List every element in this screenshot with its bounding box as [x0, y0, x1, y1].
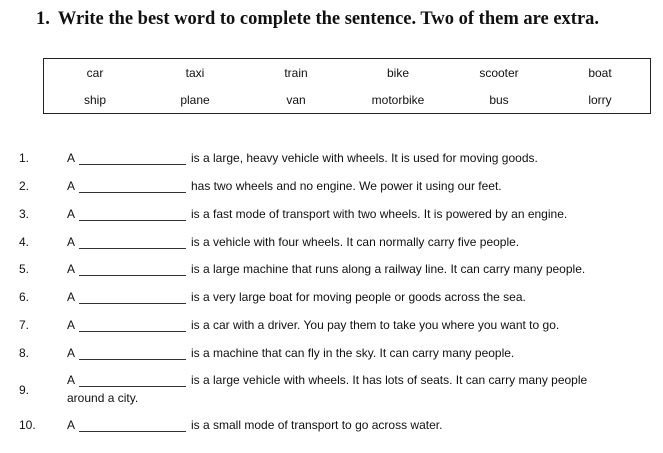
- question-text: is a large machine that runs along a railway line. It can carry many people.: [191, 262, 586, 276]
- question-number: 10.: [19, 418, 36, 432]
- exercise-title: [36, 9, 599, 30]
- question-7: [0, 318, 663, 338]
- answer-blank[interactable]: [79, 164, 186, 165]
- word-bank-item: lorry: [588, 93, 612, 107]
- answer-blank[interactable]: [79, 359, 186, 360]
- answer-blank[interactable]: [79, 431, 186, 432]
- answer-blank[interactable]: [79, 220, 186, 221]
- word-bank-item: taxi: [185, 66, 205, 80]
- question-6: [0, 290, 663, 310]
- word-bank-item: train: [284, 66, 308, 80]
- question-10: [0, 418, 663, 438]
- question-8: [0, 346, 663, 366]
- question-number: 9.: [19, 383, 30, 397]
- answer-blank[interactable]: [79, 275, 186, 276]
- question-1: [0, 151, 663, 171]
- answer-blank[interactable]: [79, 386, 186, 387]
- question-9: [0, 373, 663, 397]
- question-prefix: A: [67, 373, 76, 387]
- question-prefix: A: [67, 235, 76, 249]
- question-prefix: A: [67, 346, 76, 360]
- word-bank-item: bus: [489, 93, 509, 107]
- answer-blank[interactable]: [79, 192, 186, 193]
- question-text: has two wheels and no engine. We power it using our feet.: [191, 179, 502, 193]
- question-number: 2.: [19, 179, 30, 193]
- question-prefix: A: [67, 418, 76, 432]
- word-bank-item: bike: [386, 66, 410, 80]
- answer-blank[interactable]: [79, 331, 186, 332]
- question-text: is a machine that can fly in the sky. It can carry many people.: [191, 346, 515, 360]
- question-9-continuation: around a city.: [67, 391, 139, 405]
- word-bank-item: scooter: [479, 66, 519, 80]
- question-text: is a large, heavy vehicle with wheels. It is used for moving goods.: [191, 151, 538, 165]
- question-number: 1.: [19, 151, 30, 165]
- question-text: is a large vehicle with wheels. It has lots of seats. It can carry many people: [191, 373, 588, 387]
- question-prefix: A: [67, 179, 76, 193]
- word-bank-item: motorbike: [371, 93, 425, 107]
- question-5: [0, 262, 663, 282]
- question-text: is a fast mode of transport with two wheels. It is powered by an engine.: [191, 207, 568, 221]
- question-3: [0, 207, 663, 227]
- question-number: 3.: [19, 207, 30, 221]
- word-bank-item: van: [286, 93, 306, 107]
- question-prefix: A: [67, 262, 76, 276]
- question-number: 8.: [19, 346, 30, 360]
- answer-blank[interactable]: [79, 248, 186, 249]
- word-bank-item: boat: [588, 66, 612, 80]
- question-prefix: A: [67, 290, 76, 304]
- question-text: is a very large boat for moving people or goods across the sea.: [191, 290, 526, 304]
- question-text: is a vehicle with four wheels. It can normally carry five people.: [191, 235, 520, 249]
- question-2: [0, 179, 663, 199]
- question-prefix: A: [67, 151, 76, 165]
- question-number: 6.: [19, 290, 30, 304]
- question-number: 5.: [19, 262, 30, 276]
- question-prefix: A: [67, 207, 76, 221]
- question-number: 4.: [19, 235, 30, 249]
- question-number: 7.: [19, 318, 30, 332]
- question-text: is a small mode of transport to go across water.: [191, 418, 443, 432]
- word-bank: [43, 58, 651, 114]
- word-bank-item: ship: [83, 93, 107, 107]
- question-prefix: A: [67, 318, 76, 332]
- exercise-number: 1.: [36, 9, 50, 29]
- exercise-instructions: Write the best word to complete the sentence. Two of them are extra.: [57, 9, 600, 29]
- word-bank-item: plane: [180, 93, 210, 107]
- question-4: [0, 235, 663, 255]
- word-bank-item: car: [86, 66, 104, 80]
- question-text: is a car with a driver. You pay them to take you where you want to go.: [191, 318, 560, 332]
- answer-blank[interactable]: [79, 303, 186, 304]
